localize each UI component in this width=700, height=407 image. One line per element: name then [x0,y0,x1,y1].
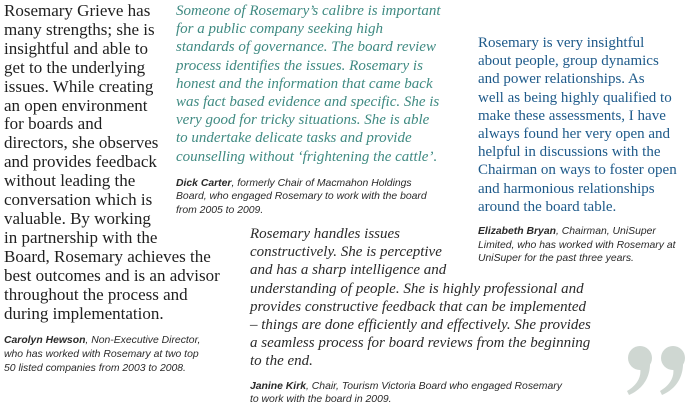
author-name: Dick Carter [176,177,232,189]
closing-quote-mark-icon [627,345,693,397]
author-name: Janine Kirk [250,380,307,392]
author-role: , Non-Executive Director, who has worked with Rosemary at two top 50 listed companies from 2003 to 2008. [4,335,201,374]
testimonial-text: Rosemary handles issues constructively. She is perceptive and has a sharp intelligence and understanding of people. She is highly professional and provides constructive feedback that can be implemented – things are done efficiently and effectively. She provides a seamless process for board reviews from the beginning to the end. [250,226,591,370]
testimonial-text: Someone of Rosemary’s calibre is important for a public company seeking high standards of governance. The board review process identifies the issues. Rosemary is honest and the information that came back was fact based evidence and specific. She is very good for tricky situations. She is able to undertake delicate tasks and provide counselling without ‘frightening the cattle’. [176,3,441,165]
testimonial-text: Rosemary Grieve has many strengths; she is insightful and able to get to the underlying issues. While creating an open environment for boards and directors, she observes and provides feedback without leading the conversation which is valuable. By working in partnership with the Board, Rosemary achieves the best outcomes and is an advisor throughout the process and during implementation. [4,1,220,323]
testimonial-attribution [250,380,610,407]
author-role: , Chair, Tourism Victoria Board who engaged Rosemary to work with the board in 2009. [250,380,562,406]
author-role: , Chairman, UniSuper Limited, who has worked with Rosemary at UniSuper for the past three years. [478,226,676,265]
author-name: Carolyn Hewson [4,335,86,347]
author-role: , formerly Chair of Macmahon Holdings Board, who engaged Rosemary to work with the board from 2005 to 2009. [176,177,427,217]
author-name: Elizabeth Bryan [478,226,556,238]
testimonial-attribution [4,334,244,375]
testimonial-text: Rosemary is very insightful about people, group dynamics and power relationships. As well as being highly qualified to make these assessments, I have always found her very open and helpful in discussions with the Chairman on ways to foster open and harmonious relationships around the board table. [478,35,677,215]
testimonial-attribution [176,177,476,218]
testimonial-carter [176,2,476,218]
testimonial-kirk [250,225,610,407]
